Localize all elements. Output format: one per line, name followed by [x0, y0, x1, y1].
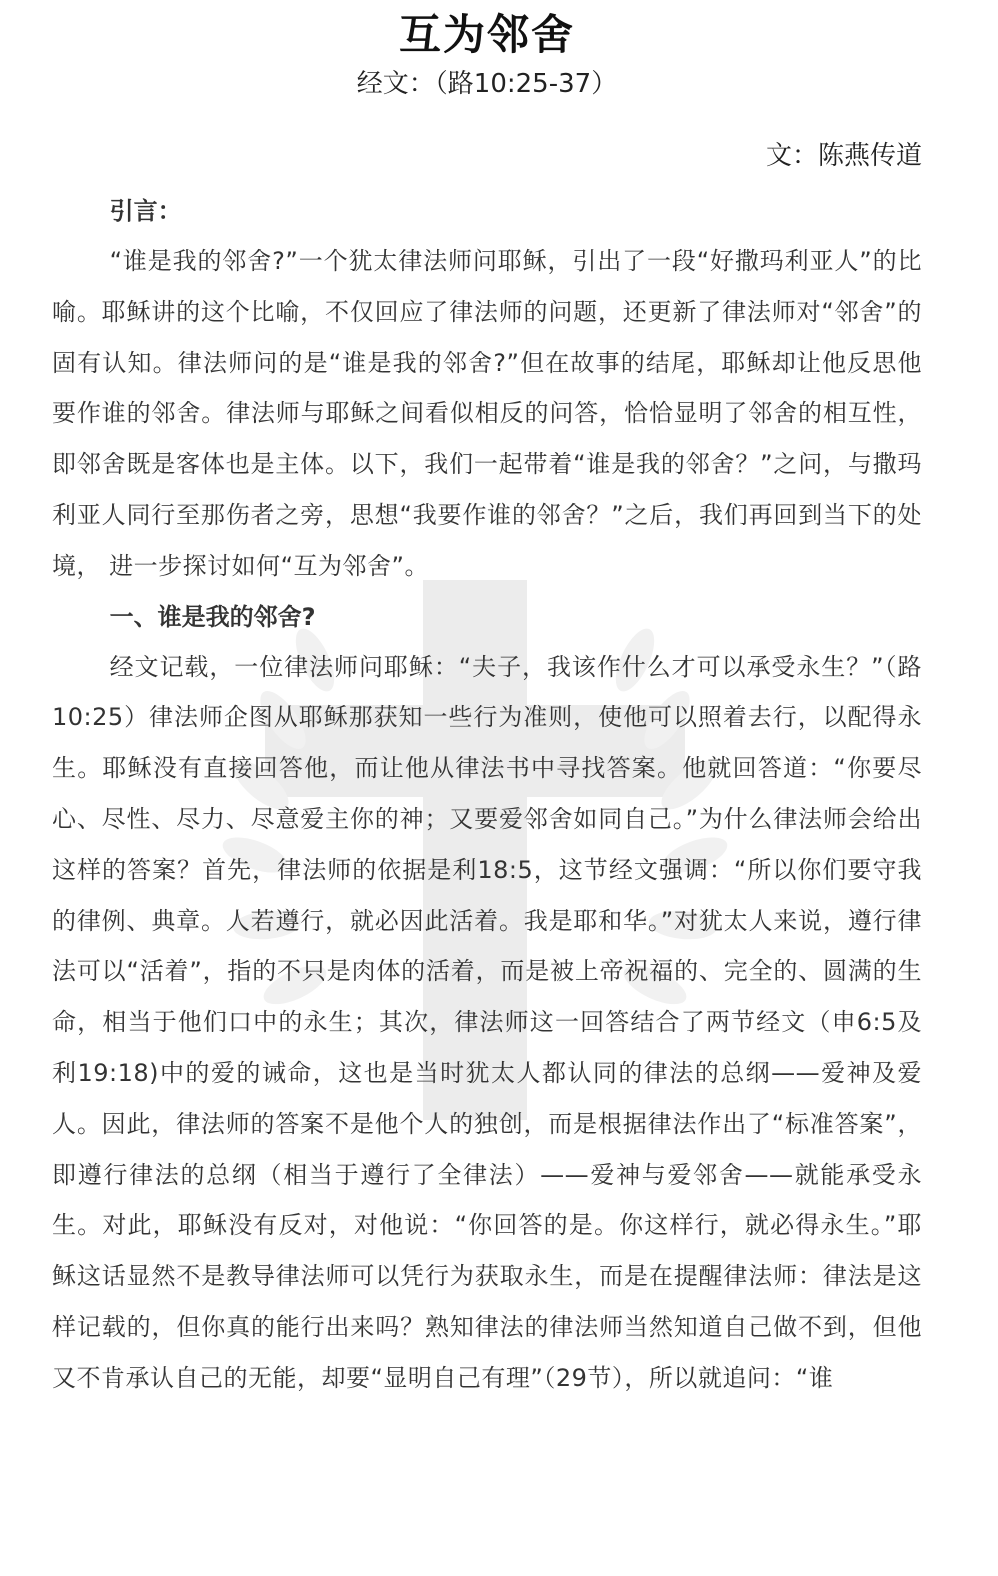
section-heading-1: 一、谁是我的邻舍?: [109, 602, 316, 631]
author-line: 文：陈燕传道: [765, 141, 922, 171]
section-paragraph-1: 经文记载，一位律法师问耶稣：“夫子，我该作什么才可以承受永生？”（路10:25）律法师企图从耶稣那获知一些行为准则，使他可以照着去行，以配得永生。耶稣没有直接回答他，而让他从律法书中寻找答案。他就回答道：“你要尽心、尽性、尽力、尽意爱主你的神；又要爱邻舍如同自己。”为什么律法师会给出这样的答案？首先，律法师的依据是利18:5，这节经文强调：“所以你们要守我的律例、典章。人若遵行，就必因此活着。我是耶和华。”对犹太人来说，遵行律法可以“活着”，指的不只是肉体的活着，而是被上帝祝福的、完全的、圆满的生命，相当于他们口中的永生；其次，律法师这一回答结合了两节经文（申6:5及利19:18)中的爱的诫命，这也是当时犹太人都认同的律法的总纲——爱神及爱人。因此，律法师的答案不是他个人的独创，而是根据律法作出了“标准答案”，即遵行律法的总纲（相当于遵行了全律法）——爱神与爱邻舍——就能承受永生。对此，耶稣没有反对，对他说：“你回答的是。你这样行，就必得永生。”耶稣这话显然不是教导律法师可以凭行为获取永生，而是在提醒律法师：律法是这样记载的，但你真的能行出来吗？熟知律法的律法师当然知道自己做不到，但他又不肯承认自己的无能，却要“显明自己有理”（29节），所以就追问：“谁: [52, 652, 922, 1392]
intro-heading: 引言：: [109, 197, 182, 225]
intro-paragraph: “谁是我的邻舍?”一个犹太律法师问耶稣，引出了一段“好撒玛利亚人”的比喻。耶稣讲的这个比喻，不仅回应了律法师的问题，还更新了律法师对“邻舍”的固有认知。律法师问的是“谁是我的邻舍?”但在故事的结尾，耶稣却让他反思他要作谁的邻舍。律法师与耶稣之间看似相反的问答，恰恰显明了邻舍的相互性，即邻舍既是客体也是主体。以下，我们一起带着“谁是我的邻舍？”之问，与撒玛利亚人同行至那伤者之旁，思想“我要作谁的邻舍？”之后，我们再回到当下的处境， 进一步探讨如何“互为邻舍”。: [52, 247, 922, 580]
article-title: 互为邻舍: [398, 10, 575, 59]
scripture-reference: 经文：（路10:25-37）: [356, 69, 618, 99]
